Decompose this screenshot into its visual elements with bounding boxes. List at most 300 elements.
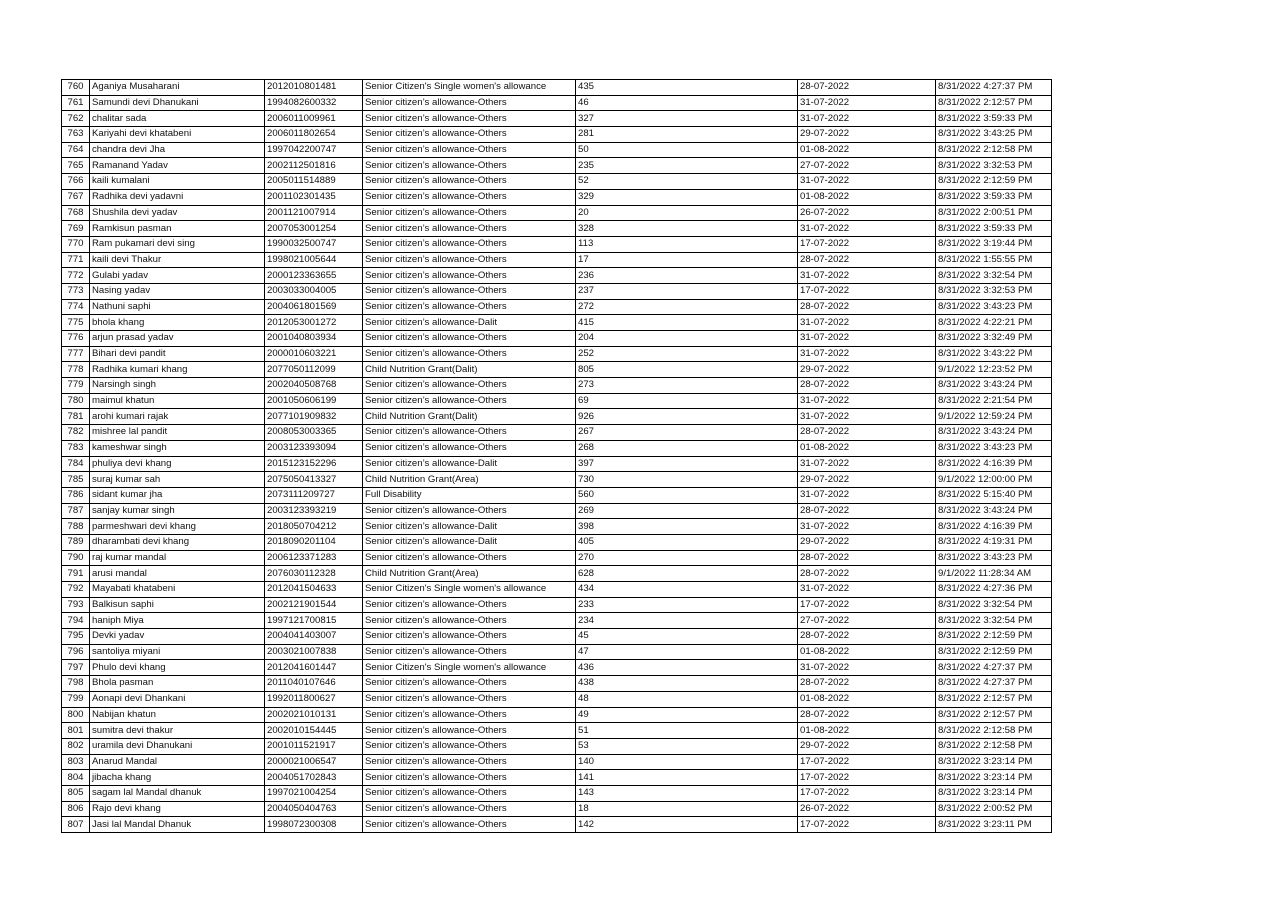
table-row — [62, 189, 1052, 205]
record-number-cell: 560 — [576, 487, 798, 503]
allowance-type-cell: Senior citizen’s allowance-Others — [363, 817, 576, 833]
record-number-cell: 49 — [576, 707, 798, 723]
date-cell: 27-07-2022 — [798, 613, 936, 629]
name-cell: Phulo devi khang — [90, 660, 265, 676]
record-number-cell: 141 — [576, 770, 798, 786]
allowance-type-cell: Senior citizen’s allowance-Dalit — [363, 315, 576, 331]
id-number-cell: 2018050704212 — [265, 519, 363, 535]
allowance-type-cell: Senior citizen’s allowance-Others — [363, 550, 576, 566]
timestamp-cell: 8/31/2022 3:32:54 PM — [936, 597, 1052, 613]
id-number-cell: 2004051702843 — [265, 770, 363, 786]
table-row — [62, 158, 1052, 174]
name-cell: Rajo devi khang — [90, 801, 265, 817]
serial-number-cell: 797 — [62, 660, 90, 676]
date-cell: 28-07-2022 — [798, 425, 936, 441]
id-number-cell: 2001050606199 — [265, 393, 363, 409]
id-number-cell: 2077050112099 — [265, 362, 363, 378]
table-row — [62, 268, 1052, 284]
name-cell: arohi kumari rajak — [90, 409, 265, 425]
name-cell: Bhola pasman — [90, 676, 265, 692]
table-row — [62, 566, 1052, 582]
table-row — [62, 393, 1052, 409]
serial-number-cell: 781 — [62, 409, 90, 425]
serial-number-cell: 803 — [62, 754, 90, 770]
allowance-type-cell: Senior citizen’s allowance-Others — [363, 738, 576, 754]
allowance-type-cell: Senior citizen’s allowance-Others — [363, 629, 576, 645]
name-cell: kaili kumalani — [90, 174, 265, 190]
table-row — [62, 440, 1052, 456]
serial-number-cell: 762 — [62, 111, 90, 127]
name-cell: kameshwar singh — [90, 440, 265, 456]
table-row — [62, 550, 1052, 566]
name-cell: chandra devi Jha — [90, 142, 265, 158]
table-row — [62, 644, 1052, 660]
date-cell: 28-07-2022 — [798, 707, 936, 723]
serial-number-cell: 802 — [62, 738, 90, 754]
id-number-cell: 2007053001254 — [265, 221, 363, 237]
record-number-cell: 273 — [576, 378, 798, 394]
date-cell: 26-07-2022 — [798, 801, 936, 817]
record-number-cell: 17 — [576, 252, 798, 268]
date-cell: 31-07-2022 — [798, 393, 936, 409]
table-row — [62, 660, 1052, 676]
record-number-cell: 233 — [576, 597, 798, 613]
serial-number-cell: 760 — [62, 80, 90, 96]
serial-number-cell: 782 — [62, 425, 90, 441]
serial-number-cell: 763 — [62, 127, 90, 143]
name-cell: Kariyahi devi khatabeni — [90, 127, 265, 143]
table-row — [62, 691, 1052, 707]
table-row — [62, 456, 1052, 472]
table-row — [62, 362, 1052, 378]
timestamp-cell: 8/31/2022 3:43:23 PM — [936, 299, 1052, 315]
id-number-cell: 2006011802654 — [265, 127, 363, 143]
table-row — [62, 331, 1052, 347]
table-row — [62, 80, 1052, 96]
name-cell: raj kumar mandal — [90, 550, 265, 566]
date-cell: 29-07-2022 — [798, 738, 936, 754]
timestamp-cell: 8/31/2022 2:00:52 PM — [936, 801, 1052, 817]
table-row — [62, 252, 1052, 268]
id-number-cell: 1998072300308 — [265, 817, 363, 833]
allowance-type-cell: Senior citizen’s allowance-Others — [363, 174, 576, 190]
name-cell: Aganiya Musaharani — [90, 80, 265, 96]
timestamp-cell: 8/31/2022 3:59:33 PM — [936, 189, 1052, 205]
allowance-type-cell: Senior citizen’s allowance-Others — [363, 236, 576, 252]
name-cell: jibacha khang — [90, 770, 265, 786]
id-number-cell: 1992011800627 — [265, 691, 363, 707]
allowance-type-cell: Senior citizen’s allowance-Others — [363, 283, 576, 299]
serial-number-cell: 766 — [62, 174, 90, 190]
table-row — [62, 723, 1052, 739]
date-cell: 29-07-2022 — [798, 362, 936, 378]
serial-number-cell: 771 — [62, 252, 90, 268]
timestamp-cell: 8/31/2022 2:00:51 PM — [936, 205, 1052, 221]
allowance-type-cell: Senior citizen’s allowance-Others — [363, 158, 576, 174]
id-number-cell: 1997121700815 — [265, 613, 363, 629]
allowance-type-cell: Senior citizen’s allowance-Others — [363, 346, 576, 362]
serial-number-cell: 792 — [62, 582, 90, 598]
timestamp-cell: 9/1/2022 12:59:24 PM — [936, 409, 1052, 425]
name-cell: Jasi lal Mandal Dhanuk — [90, 817, 265, 833]
date-cell: 17-07-2022 — [798, 770, 936, 786]
name-cell: phuliya devi khang — [90, 456, 265, 472]
serial-number-cell: 778 — [62, 362, 90, 378]
date-cell: 01-08-2022 — [798, 723, 936, 739]
record-number-cell: 272 — [576, 299, 798, 315]
timestamp-cell: 8/31/2022 2:12:59 PM — [936, 644, 1052, 660]
record-number-cell: 328 — [576, 221, 798, 237]
record-number-cell: 236 — [576, 268, 798, 284]
allowance-type-cell: Senior citizen’s allowance-Others — [363, 440, 576, 456]
date-cell: 28-07-2022 — [798, 80, 936, 96]
record-number-cell: 434 — [576, 582, 798, 598]
serial-number-cell: 800 — [62, 707, 90, 723]
id-number-cell: 2000021006547 — [265, 754, 363, 770]
table-row — [62, 283, 1052, 299]
allowance-type-cell: Senior citizen’s allowance-Others — [363, 221, 576, 237]
record-number-cell: 398 — [576, 519, 798, 535]
serial-number-cell: 783 — [62, 440, 90, 456]
date-cell: 01-08-2022 — [798, 691, 936, 707]
allowance-type-cell: Senior citizen’s allowance-Others — [363, 503, 576, 519]
allowance-type-cell: Senior citizen’s allowance-Others — [363, 425, 576, 441]
table-row — [62, 409, 1052, 425]
allowance-type-cell: Senior citizen’s allowance-Others — [363, 613, 576, 629]
serial-number-cell: 770 — [62, 236, 90, 252]
timestamp-cell: 8/31/2022 4:27:36 PM — [936, 582, 1052, 598]
timestamp-cell: 8/31/2022 4:19:31 PM — [936, 534, 1052, 550]
id-number-cell: 2003123393219 — [265, 503, 363, 519]
id-number-cell: 2005011514889 — [265, 174, 363, 190]
serial-number-cell: 788 — [62, 519, 90, 535]
date-cell: 01-08-2022 — [798, 142, 936, 158]
id-number-cell: 2000123363655 — [265, 268, 363, 284]
name-cell: uramila devi Dhanukani — [90, 738, 265, 754]
timestamp-cell: 8/31/2022 2:12:58 PM — [936, 723, 1052, 739]
name-cell: Nasing yadav — [90, 283, 265, 299]
date-cell: 28-07-2022 — [798, 378, 936, 394]
table-row — [62, 817, 1052, 833]
table-row — [62, 174, 1052, 190]
id-number-cell: 2004061801569 — [265, 299, 363, 315]
allowance-type-cell: Senior Citizen's Single women's allowance — [363, 582, 576, 598]
record-number-cell: 51 — [576, 723, 798, 739]
record-number-cell: 143 — [576, 785, 798, 801]
record-number-cell: 53 — [576, 738, 798, 754]
name-cell: Nathuni saphi — [90, 299, 265, 315]
id-number-cell: 2008053003365 — [265, 425, 363, 441]
table-row — [62, 472, 1052, 488]
serial-number-cell: 780 — [62, 393, 90, 409]
timestamp-cell: 8/31/2022 4:22:21 PM — [936, 315, 1052, 331]
name-cell: Devki yadav — [90, 629, 265, 645]
table-row — [62, 582, 1052, 598]
record-number-cell: 18 — [576, 801, 798, 817]
id-number-cell: 2075050413327 — [265, 472, 363, 488]
name-cell: Gulabi yadav — [90, 268, 265, 284]
date-cell: 31-07-2022 — [798, 582, 936, 598]
date-cell: 28-07-2022 — [798, 566, 936, 582]
id-number-cell: 2004050404763 — [265, 801, 363, 817]
date-cell: 31-07-2022 — [798, 409, 936, 425]
record-number-cell: 405 — [576, 534, 798, 550]
date-cell: 31-07-2022 — [798, 487, 936, 503]
allowance-type-cell: Child Nutrition Grant(Area) — [363, 472, 576, 488]
timestamp-cell: 8/31/2022 2:12:57 PM — [936, 707, 1052, 723]
record-number-cell: 113 — [576, 236, 798, 252]
timestamp-cell: 8/31/2022 3:43:23 PM — [936, 440, 1052, 456]
name-cell: maimul khatun — [90, 393, 265, 409]
timestamp-cell: 8/31/2022 3:23:14 PM — [936, 770, 1052, 786]
serial-number-cell: 798 — [62, 676, 90, 692]
allowance-type-cell: Senior citizen’s allowance-Dalit — [363, 519, 576, 535]
record-number-cell: 438 — [576, 676, 798, 692]
serial-number-cell: 787 — [62, 503, 90, 519]
allowance-type-cell: Senior citizen’s allowance-Others — [363, 691, 576, 707]
record-number-cell: 415 — [576, 315, 798, 331]
serial-number-cell: 794 — [62, 613, 90, 629]
record-number-cell: 329 — [576, 189, 798, 205]
name-cell: Ramkisun pasman — [90, 221, 265, 237]
table-row — [62, 221, 1052, 237]
record-number-cell: 69 — [576, 393, 798, 409]
allowance-type-cell: Senior citizen’s allowance-Others — [363, 331, 576, 347]
record-number-cell: 47 — [576, 644, 798, 660]
timestamp-cell: 8/31/2022 4:27:37 PM — [936, 676, 1052, 692]
table-row — [62, 236, 1052, 252]
table-row — [62, 754, 1052, 770]
allowance-type-cell: Senior citizen’s allowance-Others — [363, 770, 576, 786]
id-number-cell: 2001011521917 — [265, 738, 363, 754]
timestamp-cell: 8/31/2022 3:59:33 PM — [936, 111, 1052, 127]
allowance-type-cell: Senior citizen’s allowance-Others — [363, 111, 576, 127]
id-number-cell: 2003033004005 — [265, 283, 363, 299]
name-cell: parmeshwari devi khang — [90, 519, 265, 535]
date-cell: 01-08-2022 — [798, 440, 936, 456]
record-number-cell: 237 — [576, 283, 798, 299]
allowance-type-cell: Senior citizen’s allowance-Others — [363, 268, 576, 284]
name-cell: haniph Miya — [90, 613, 265, 629]
name-cell: sumitra devi thakur — [90, 723, 265, 739]
id-number-cell: 2012053001272 — [265, 315, 363, 331]
name-cell: Nabijan khatun — [90, 707, 265, 723]
table-row — [62, 378, 1052, 394]
record-number-cell: 436 — [576, 660, 798, 676]
name-cell: sagam lal Mandal dhanuk — [90, 785, 265, 801]
name-cell: Radhika kumari khang — [90, 362, 265, 378]
name-cell: dharambati devi khang — [90, 534, 265, 550]
name-cell: Radhika devi yadavni — [90, 189, 265, 205]
date-cell: 17-07-2022 — [798, 754, 936, 770]
serial-number-cell: 805 — [62, 785, 90, 801]
record-number-cell: 52 — [576, 174, 798, 190]
table-row — [62, 205, 1052, 221]
table-row — [62, 707, 1052, 723]
serial-number-cell: 769 — [62, 221, 90, 237]
timestamp-cell: 9/1/2022 11:28:34 AM — [936, 566, 1052, 582]
record-number-cell: 20 — [576, 205, 798, 221]
serial-number-cell: 764 — [62, 142, 90, 158]
id-number-cell: 2076030112328 — [265, 566, 363, 582]
record-number-cell: 45 — [576, 629, 798, 645]
record-number-cell: 235 — [576, 158, 798, 174]
table-row — [62, 519, 1052, 535]
table-row — [62, 503, 1052, 519]
allowance-type-cell: Senior citizen’s allowance-Others — [363, 205, 576, 221]
id-number-cell: 2012010801481 — [265, 80, 363, 96]
date-cell: 28-07-2022 — [798, 676, 936, 692]
record-number-cell: 327 — [576, 111, 798, 127]
table-row — [62, 299, 1052, 315]
name-cell: Bihari devi pandit — [90, 346, 265, 362]
serial-number-cell: 790 — [62, 550, 90, 566]
serial-number-cell: 796 — [62, 644, 90, 660]
record-number-cell: 267 — [576, 425, 798, 441]
id-number-cell: 2073111209727 — [265, 487, 363, 503]
record-number-cell: 50 — [576, 142, 798, 158]
allowance-type-cell: Senior citizen’s allowance-Others — [363, 378, 576, 394]
table-row — [62, 95, 1052, 111]
date-cell: 31-07-2022 — [798, 111, 936, 127]
date-cell: 31-07-2022 — [798, 346, 936, 362]
name-cell: sanjay kumar singh — [90, 503, 265, 519]
name-cell: arusi mandal — [90, 566, 265, 582]
name-cell: Samundi devi Dhanukani — [90, 95, 265, 111]
timestamp-cell: 8/31/2022 4:27:37 PM — [936, 660, 1052, 676]
timestamp-cell: 8/31/2022 3:32:54 PM — [936, 268, 1052, 284]
timestamp-cell: 8/31/2022 3:43:23 PM — [936, 550, 1052, 566]
serial-number-cell: 793 — [62, 597, 90, 613]
record-number-cell: 46 — [576, 95, 798, 111]
record-number-cell: 397 — [576, 456, 798, 472]
name-cell: arjun prasad yadav — [90, 331, 265, 347]
records-table-body — [62, 80, 1052, 833]
timestamp-cell: 8/31/2022 2:12:58 PM — [936, 738, 1052, 754]
table-row — [62, 785, 1052, 801]
timestamp-cell: 8/31/2022 3:23:14 PM — [936, 754, 1052, 770]
date-cell: 31-07-2022 — [798, 268, 936, 284]
id-number-cell: 2011040107646 — [265, 676, 363, 692]
table-row — [62, 142, 1052, 158]
date-cell: 28-07-2022 — [798, 252, 936, 268]
id-number-cell: 2018090201104 — [265, 534, 363, 550]
allowance-type-cell: Senior citizen’s allowance-Others — [363, 189, 576, 205]
id-number-cell: 2003123393094 — [265, 440, 363, 456]
table-row — [62, 487, 1052, 503]
date-cell: 28-07-2022 — [798, 299, 936, 315]
id-number-cell: 1997042200747 — [265, 142, 363, 158]
serial-number-cell: 795 — [62, 629, 90, 645]
timestamp-cell: 8/31/2022 3:32:53 PM — [936, 283, 1052, 299]
timestamp-cell: 8/31/2022 2:21:54 PM — [936, 393, 1052, 409]
id-number-cell: 2001040803934 — [265, 331, 363, 347]
id-number-cell: 2002040508768 — [265, 378, 363, 394]
timestamp-cell: 8/31/2022 2:12:59 PM — [936, 174, 1052, 190]
allowance-type-cell: Child Nutrition Grant(Area) — [363, 566, 576, 582]
date-cell: 31-07-2022 — [798, 456, 936, 472]
id-number-cell: 2002112501816 — [265, 158, 363, 174]
serial-number-cell: 801 — [62, 723, 90, 739]
allowance-type-cell: Senior citizen’s allowance-Others — [363, 127, 576, 143]
timestamp-cell: 8/31/2022 3:43:25 PM — [936, 127, 1052, 143]
allowance-type-cell: Senior citizen’s allowance-Others — [363, 644, 576, 660]
date-cell: 17-07-2022 — [798, 597, 936, 613]
date-cell: 29-07-2022 — [798, 127, 936, 143]
date-cell: 27-07-2022 — [798, 158, 936, 174]
name-cell: Shushila devi yadav — [90, 205, 265, 221]
timestamp-cell: 8/31/2022 3:32:53 PM — [936, 158, 1052, 174]
record-number-cell: 142 — [576, 817, 798, 833]
allowance-type-cell: Senior citizen’s allowance-Others — [363, 754, 576, 770]
serial-number-cell: 775 — [62, 315, 90, 331]
timestamp-cell: 8/31/2022 5:15:40 PM — [936, 487, 1052, 503]
serial-number-cell: 776 — [62, 331, 90, 347]
timestamp-cell: 8/31/2022 3:23:14 PM — [936, 785, 1052, 801]
serial-number-cell: 789 — [62, 534, 90, 550]
record-number-cell: 268 — [576, 440, 798, 456]
timestamp-cell: 8/31/2022 3:43:22 PM — [936, 346, 1052, 362]
allowance-type-cell: Senior citizen’s allowance-Others — [363, 707, 576, 723]
date-cell: 01-08-2022 — [798, 644, 936, 660]
timestamp-cell: 8/31/2022 3:43:24 PM — [936, 425, 1052, 441]
timestamp-cell: 8/31/2022 4:16:39 PM — [936, 456, 1052, 472]
timestamp-cell: 8/31/2022 3:32:54 PM — [936, 613, 1052, 629]
serial-number-cell: 804 — [62, 770, 90, 786]
serial-number-cell: 777 — [62, 346, 90, 362]
allowance-type-cell: Child Nutrition Grant(Dalit) — [363, 362, 576, 378]
table-row — [62, 676, 1052, 692]
allowance-type-cell: Senior citizen’s allowance-Others — [363, 95, 576, 111]
name-cell: sidant kumar jha — [90, 487, 265, 503]
id-number-cell: 2002021010131 — [265, 707, 363, 723]
id-number-cell: 1994082600332 — [265, 95, 363, 111]
name-cell: santoliya miyani — [90, 644, 265, 660]
table-row — [62, 315, 1052, 331]
id-number-cell: 2000010603221 — [265, 346, 363, 362]
name-cell: chalitar sada — [90, 111, 265, 127]
id-number-cell: 2004041403007 — [265, 629, 363, 645]
date-cell: 01-08-2022 — [798, 189, 936, 205]
allowance-type-cell: Senior Citizen's Single women's allowance — [363, 660, 576, 676]
id-number-cell: 2077101909832 — [265, 409, 363, 425]
table-row — [62, 770, 1052, 786]
serial-number-cell: 786 — [62, 487, 90, 503]
timestamp-cell: 8/31/2022 3:19:44 PM — [936, 236, 1052, 252]
allowance-type-cell: Senior citizen’s allowance-Dalit — [363, 534, 576, 550]
serial-number-cell: 772 — [62, 268, 90, 284]
serial-number-cell: 779 — [62, 378, 90, 394]
table-row — [62, 801, 1052, 817]
timestamp-cell: 8/31/2022 3:23:11 PM — [936, 817, 1052, 833]
id-number-cell: 2002121901544 — [265, 597, 363, 613]
name-cell: Balkisun saphi — [90, 597, 265, 613]
allowance-type-cell: Senior citizen’s allowance-Others — [363, 785, 576, 801]
timestamp-cell: 8/31/2022 3:43:24 PM — [936, 378, 1052, 394]
date-cell: 28-07-2022 — [798, 503, 936, 519]
table-row — [62, 127, 1052, 143]
date-cell: 28-07-2022 — [798, 550, 936, 566]
date-cell: 26-07-2022 — [798, 205, 936, 221]
serial-number-cell: 784 — [62, 456, 90, 472]
date-cell: 31-07-2022 — [798, 174, 936, 190]
spreadsheet-page — [61, 79, 1052, 833]
date-cell: 29-07-2022 — [798, 472, 936, 488]
date-cell: 31-07-2022 — [798, 95, 936, 111]
date-cell: 17-07-2022 — [798, 817, 936, 833]
allowance-type-cell: Child Nutrition Grant(Dalit) — [363, 409, 576, 425]
name-cell: Narsingh singh — [90, 378, 265, 394]
